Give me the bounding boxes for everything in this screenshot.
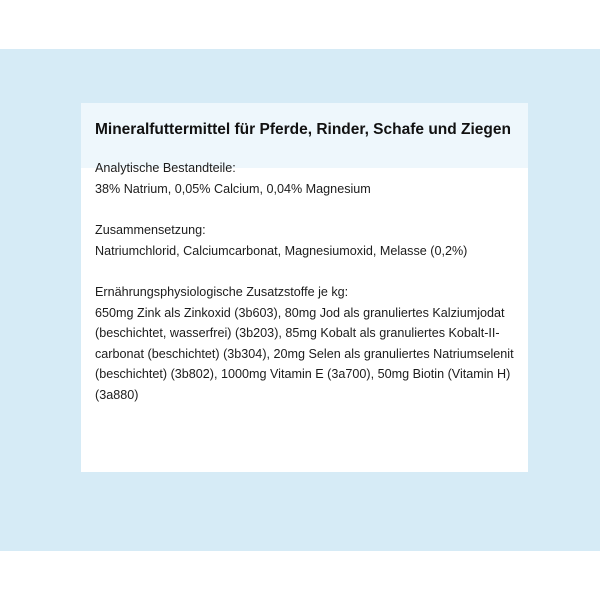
analytical-constituents-section [95, 158, 525, 199]
analytical-constituents-heading: Analytische Bestandteile: [95, 161, 236, 175]
additives-section [95, 282, 525, 405]
analytical-constituents-text: 38% Natrium, 0,05% Calcium, 0,04% Magnesium [95, 181, 371, 196]
additives-text: 650mg Zink als Zinkoxid (3b603), 80mg Jod als granuliertes Kalziumjodat (beschichtet, wasserfrei) (3b203), 85mg Kobalt als granuliertes Kobalt-II-carbonat (beschichtet) (3b304), 20mg Selen als granuliertes Natriumselenit (beschichtet) (3b802), 1000mg Vitamin E (3a700), 50mg Biotin (Vitamin H) (3a880) [95, 305, 514, 402]
composition-section [95, 220, 525, 261]
additives-heading: Ernährungsphysiologische Zusatzstoffe je kg: [95, 285, 349, 299]
composition-heading: Zusammensetzung: [95, 223, 206, 237]
composition-text: Natriumchlorid, Calciumcarbonat, Magnesiumoxid, Melasse (0,2%) [95, 243, 468, 258]
label-content [95, 119, 525, 405]
label-title: Mineralfuttermittel für Pferde, Rinder, Schafe und Ziegen [95, 121, 511, 138]
